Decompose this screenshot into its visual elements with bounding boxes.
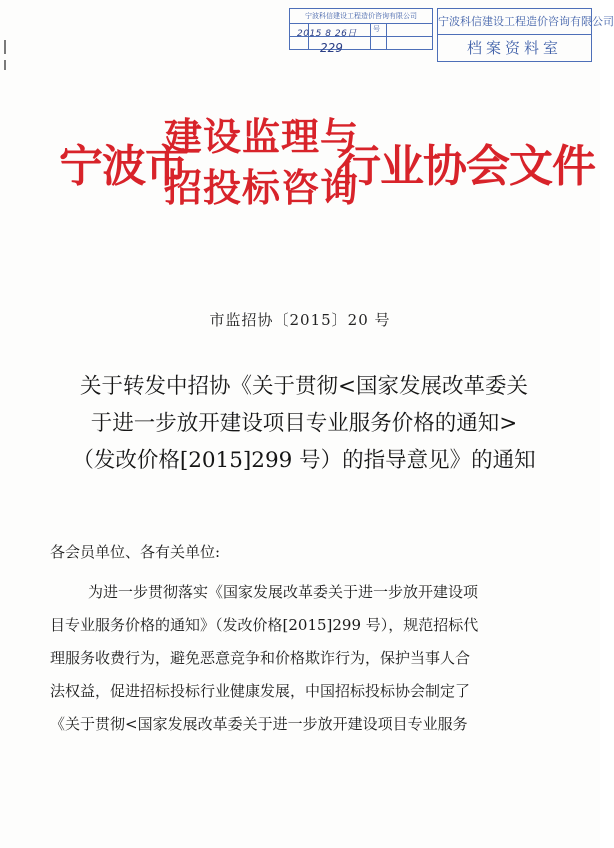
body-line: 理服务收费行为，避免恶意竞争和价格欺诈行为，保护当事人合	[50, 649, 471, 667]
document-number: 市监招协〔2015〕20 号	[209, 311, 391, 329]
letterhead-suffix: 行业协会文件	[337, 141, 595, 192]
title-line: 关于转发中招协《关于贯彻<国家发展改革委关	[79, 374, 529, 399]
letterhead-org-line2: 招投标咨询	[164, 165, 360, 210]
punch-mark	[4, 60, 6, 70]
title-line: 于进一步放开建设项目专业服务价格的通知>	[90, 411, 518, 436]
handwritten-date: 2015 8 26日	[297, 29, 357, 39]
receipt-stamp-company: 宁波科信建设工程造价咨询有限公司	[290, 9, 432, 24]
salutation: 各会员单位、各有关单位:	[50, 543, 221, 561]
receipt-stamp-unit: 号	[373, 25, 380, 33]
punch-mark	[4, 40, 6, 54]
title-line: （发改价格[2015]299 号）的指导意见》的通知	[72, 448, 536, 473]
body-line: 法权益，促进招标投标行业健康发展，中国招标投标协会制定了	[50, 682, 471, 700]
archive-stamp-company: 宁波科信建设工程造价咨询有限公司	[438, 9, 591, 35]
archive-stamp-label: 档案资料室	[466, 39, 562, 57]
archive-stamp	[437, 8, 614, 62]
body-line: 目专业服务价格的通知》（发改价格[2015]299 号），规范招标代	[50, 616, 479, 634]
letterhead-city: 宁波市	[59, 141, 188, 192]
letterhead-org-line1: 建设监理与	[164, 114, 360, 159]
handwritten-number: 229	[320, 41, 343, 55]
document-title	[44, 368, 564, 479]
body-line: 《关于贯彻<国家发展改革委关于进一步放开建设项目专业服务	[50, 715, 468, 733]
body-line: 为进一步贯彻落实《国家发展改革委关于进一步放开建设项	[88, 583, 479, 601]
